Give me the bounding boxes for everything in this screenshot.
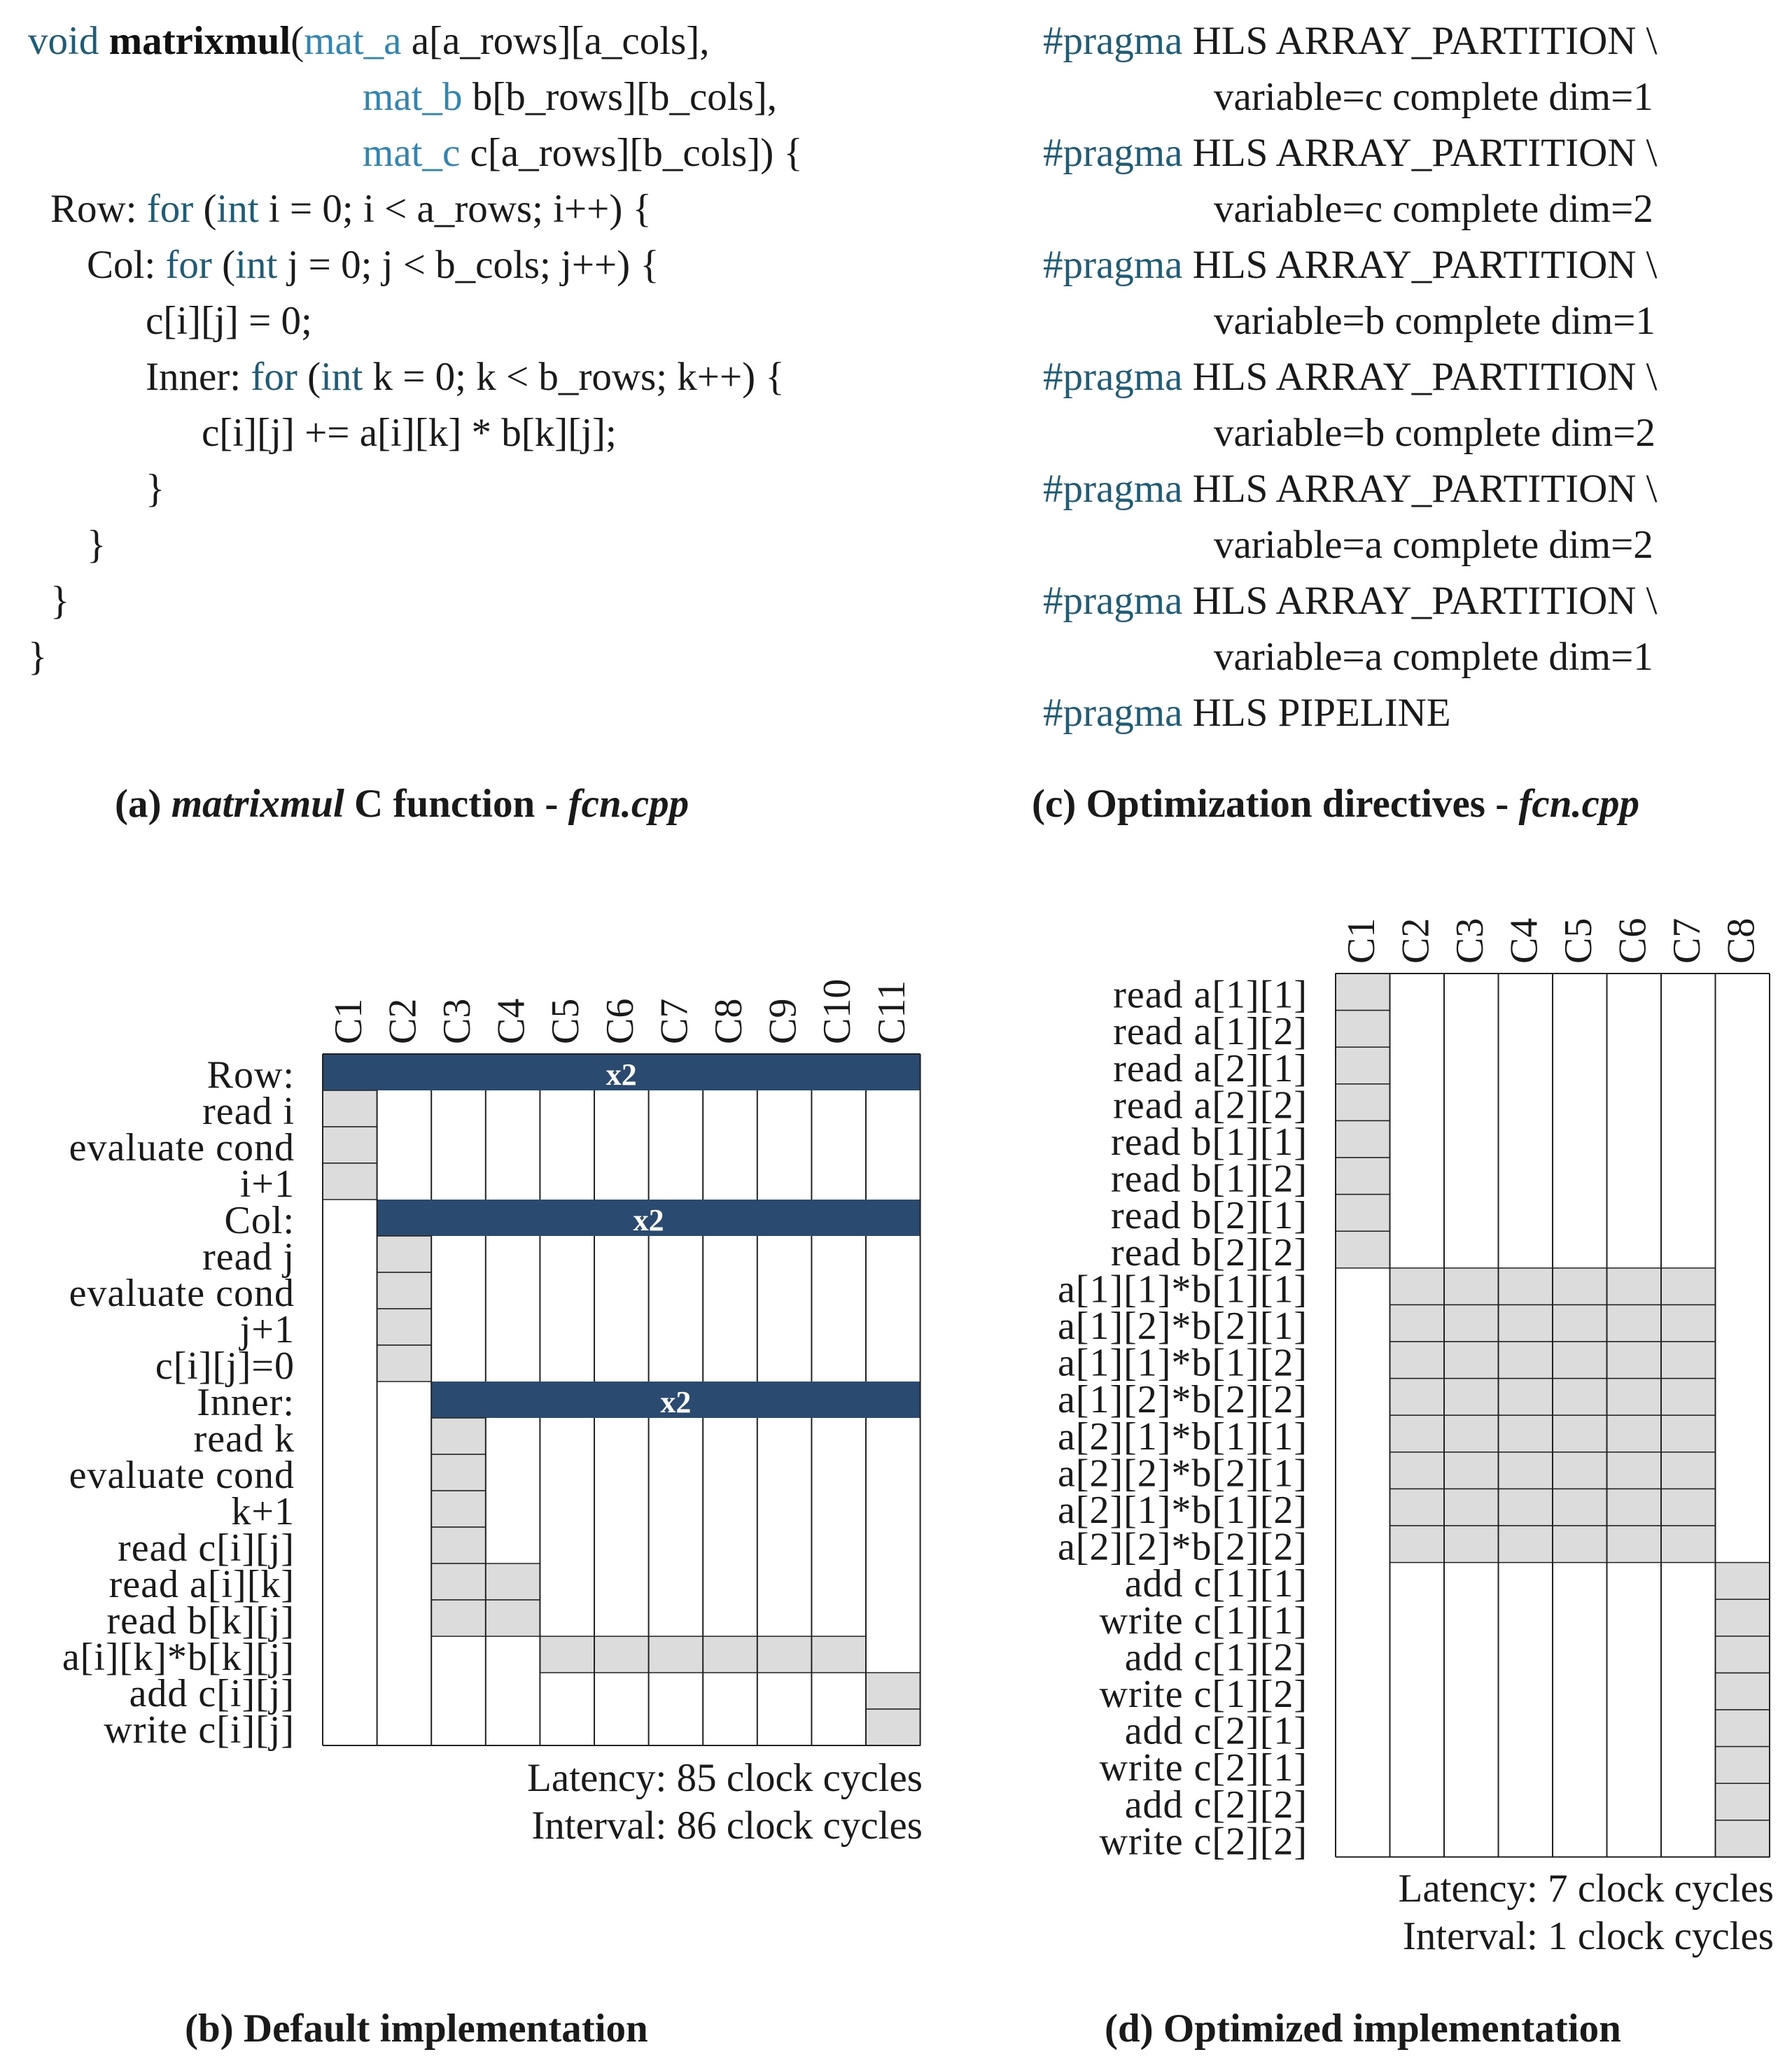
optimized-row-label: a[2][1]*b[1][2] — [1057, 1489, 1308, 1532]
default-row-label: evaluate cond — [69, 1272, 295, 1315]
optimized-active-cell — [1336, 1158, 1390, 1195]
code-token: } — [146, 467, 165, 511]
optimized-active-cell — [1336, 1084, 1390, 1121]
code-token: ( — [211, 243, 236, 287]
dir-token: variable=a complete dim=1 — [1214, 635, 1653, 679]
dir-token: variable=b complete dim=1 — [1214, 299, 1656, 343]
dir-token: variable=c complete dim=1 — [1214, 75, 1653, 119]
dir-token: #pragma — [1043, 19, 1183, 63]
default-active-cell — [323, 1090, 377, 1127]
dir-token: HLS ARRAY_PARTITION \ — [1182, 243, 1658, 287]
optimized-row-label: read b[2][2] — [1111, 1230, 1308, 1274]
dir-token: variable=a complete dim=2 — [1214, 523, 1653, 567]
default-active-cell — [323, 1163, 377, 1200]
default-active-cell — [431, 1527, 486, 1563]
optimized-interval: Interval: 1 clock cycles — [1402, 1914, 1774, 1958]
code-token: Row: — [50, 187, 147, 231]
default-active-cell — [377, 1309, 432, 1345]
optimized-row-label: write c[2][2] — [1099, 1820, 1308, 1864]
optimized-active-cell — [1716, 1636, 1770, 1673]
dir-token: HLS ARRAY_PARTITION \ — [1182, 467, 1658, 511]
optimized-row-label: write c[1][1] — [1099, 1598, 1308, 1643]
default-row-label: read c[i][j] — [118, 1526, 295, 1570]
caption-c: (c) Optimization directives - fcn.cpp — [1032, 782, 1639, 826]
default-active-cell — [431, 1491, 486, 1527]
default-row-label: Col: — [224, 1199, 295, 1242]
code-token: } — [87, 523, 106, 567]
optimized-active-cell — [1336, 1047, 1390, 1084]
optimized-row-label: a[2][1]*b[1][1] — [1057, 1414, 1308, 1459]
code-token: mat_c — [363, 131, 461, 175]
default-column-header: C1 — [326, 998, 370, 1044]
code-token: c[a_rows][b_cols]) { — [460, 131, 803, 175]
dir-token: variable=c complete dim=2 — [1214, 187, 1653, 231]
caption-b: (b) Default implementation — [185, 2007, 648, 2051]
optimized-row-label: a[1][1]*b[1][2] — [1057, 1341, 1308, 1385]
code-token: int — [216, 187, 259, 231]
code-token: i = 0; i < a_rows; i++) { — [258, 187, 652, 231]
code-token: ( — [193, 187, 217, 231]
optimized-active-cell — [1336, 1011, 1390, 1048]
code-token: for — [251, 355, 298, 399]
default-loop-count: x2 — [606, 1057, 637, 1092]
optimized-row-label: a[2][2]*b[2][1] — [1057, 1452, 1308, 1496]
default-column-header: C5 — [544, 998, 588, 1044]
default-active-cell — [866, 1709, 920, 1745]
optimized-row-label: read a[1][1] — [1113, 973, 1308, 1017]
dir-token: #pragma — [1043, 131, 1183, 175]
default-row-label: evaluate cond — [69, 1454, 295, 1497]
default-row-label: j+1 — [239, 1308, 295, 1351]
dir-token: variable=b complete dim=2 — [1214, 411, 1656, 455]
code-token: for — [165, 243, 212, 287]
default-column-header: C10 — [816, 978, 860, 1044]
dir-token: HLS ARRAY_PARTITION \ — [1182, 131, 1658, 175]
default-row-label: write c[i][j] — [104, 1708, 295, 1752]
default-row-label: read b[k][j] — [106, 1599, 295, 1643]
default-row-label: evaluate cond — [69, 1126, 295, 1169]
default-column-header: C3 — [435, 998, 479, 1044]
optimized-row-label: read b[2][1] — [1111, 1194, 1308, 1238]
optimized-column-header: C8 — [1719, 918, 1763, 964]
default-column-header: C8 — [707, 998, 750, 1044]
code-token: matrixmul — [108, 19, 291, 63]
default-active-cell — [866, 1673, 920, 1709]
dir-token: #pragma — [1043, 355, 1183, 399]
dir-token: HLS ARRAY_PARTITION \ — [1182, 579, 1658, 623]
default-active-cell — [431, 1454, 486, 1491]
optimized-row-label: read a[2][1] — [1113, 1046, 1308, 1090]
code-token: c[i][j] += a[i][k] * b[k][j]; — [202, 411, 617, 455]
optimized-row-label: a[1][2]*b[2][1] — [1057, 1305, 1308, 1348]
optimized-column-header: C4 — [1502, 918, 1546, 964]
optimized-row-label: read b[1][1] — [1111, 1120, 1308, 1164]
default-active-cell — [377, 1272, 432, 1309]
default-row-label: k+1 — [231, 1490, 295, 1533]
optimized-active-cell — [1716, 1747, 1770, 1784]
optimized-column-header: C7 — [1665, 918, 1709, 964]
code-token: Col: — [87, 243, 166, 287]
optimized-row-label: write c[2][1] — [1099, 1746, 1308, 1790]
default-row-label: add c[i][j] — [129, 1672, 295, 1715]
code-token: c[i][j] = 0; — [146, 299, 312, 343]
dir-token: #pragma — [1043, 243, 1183, 287]
optimized-row-label: read b[1][2] — [1111, 1157, 1308, 1201]
optimized-active-cell — [1716, 1673, 1770, 1710]
code-token: b[b_rows][b_cols], — [462, 75, 778, 119]
code-token: } — [28, 635, 48, 679]
optimized-row-label: add c[1][1] — [1124, 1562, 1308, 1606]
code-token: ( — [290, 19, 304, 63]
code-token: k = 0; k < b_rows; k++) { — [363, 355, 785, 399]
optimized-row-label: a[2][2]*b[2][2] — [1057, 1525, 1308, 1569]
code-token: mat_b — [363, 75, 463, 119]
optimized-active-cell — [1716, 1710, 1770, 1747]
optimized-row-label: read a[1][2] — [1113, 1010, 1308, 1054]
default-interval: Interval: 86 clock cycles — [531, 1804, 923, 1848]
default-active-cell — [377, 1236, 432, 1272]
code-token: int — [321, 355, 363, 399]
optimized-row-label: add c[2][1] — [1124, 1709, 1308, 1753]
optimized-row-label: add c[1][2] — [1124, 1636, 1308, 1680]
optimized-row-label: a[1][2]*b[2][2] — [1057, 1378, 1308, 1422]
optimized-active-cell — [1336, 1231, 1390, 1268]
dir-token: #pragma — [1043, 467, 1183, 511]
default-row-label: c[i][j]=0 — [155, 1344, 295, 1388]
default-row-label: Row: — [206, 1053, 295, 1097]
dir-token: HLS PIPELINE — [1182, 691, 1451, 735]
caption-d: (d) Optimized implementation — [1105, 2007, 1621, 2051]
optimized-active-cell — [1716, 1563, 1770, 1600]
optimized-active-cell — [1336, 1120, 1390, 1158]
code-token: ( — [297, 355, 321, 399]
default-column-header: C11 — [869, 980, 913, 1044]
default-row-label: read j — [202, 1235, 295, 1279]
optimized-row-label: a[1][1]*b[1][1] — [1057, 1267, 1308, 1312]
default-column-header: C2 — [381, 998, 425, 1044]
default-row-label: Inner: — [197, 1381, 295, 1424]
optimized-row-label: add c[2][2] — [1124, 1783, 1308, 1827]
optimized-column-header: C6 — [1611, 918, 1655, 964]
optimized-column-header: C3 — [1448, 918, 1492, 964]
optimized-column-header: C1 — [1339, 918, 1383, 964]
default-row-label: i+1 — [239, 1162, 295, 1206]
optimized-column-header: C5 — [1556, 918, 1600, 964]
code-token: a[a_rows][a_cols], — [401, 19, 710, 63]
default-column-header: C9 — [761, 998, 805, 1044]
dir-token: HLS ARRAY_PARTITION \ — [1182, 355, 1658, 399]
code-token: Inner: — [146, 355, 251, 399]
default-active-cell — [431, 1418, 486, 1454]
default-column-header: C4 — [489, 998, 533, 1044]
default-loop-count: x2 — [633, 1203, 664, 1237]
default-latency: Latency: 85 clock cycles — [527, 1756, 923, 1800]
dir-token: #pragma — [1043, 691, 1183, 735]
caption-a: (a) matrixmul C function - fcn.cpp — [115, 782, 690, 826]
optimized-row-label: write c[1][2] — [1099, 1673, 1308, 1716]
optimized-active-cell — [1716, 1820, 1770, 1857]
optimized-active-cell — [1716, 1599, 1770, 1636]
default-loop-count: x2 — [660, 1385, 692, 1419]
code-token: mat_a — [304, 19, 402, 63]
default-column-header: C6 — [598, 998, 642, 1044]
code-token: for — [146, 187, 194, 231]
optimized-row-label: read a[2][2] — [1113, 1083, 1308, 1127]
default-row-label: read i — [202, 1090, 295, 1133]
optimized-active-cell — [1336, 1195, 1390, 1232]
dir-token: HLS ARRAY_PARTITION \ — [1182, 19, 1658, 63]
dir-token: #pragma — [1043, 579, 1183, 623]
code-token: } — [50, 579, 70, 623]
code-token: int — [235, 243, 278, 287]
default-row-label: read k — [193, 1417, 295, 1461]
default-active-cell — [377, 1345, 432, 1382]
code-token: void — [28, 19, 109, 63]
default-active-cell — [323, 1127, 377, 1163]
default-row-label: read a[i][k] — [108, 1563, 295, 1606]
optimized-active-cell — [1336, 974, 1390, 1011]
code-token: j = 0; j < b_cols; j++) { — [277, 243, 659, 287]
optimized-column-header: C2 — [1394, 918, 1438, 964]
default-row-label: a[i][k]*b[k][j] — [62, 1636, 295, 1679]
optimized-latency: Latency: 7 clock cycles — [1398, 1867, 1774, 1911]
optimized-active-cell — [1716, 1783, 1770, 1820]
default-column-header: C7 — [652, 998, 696, 1044]
